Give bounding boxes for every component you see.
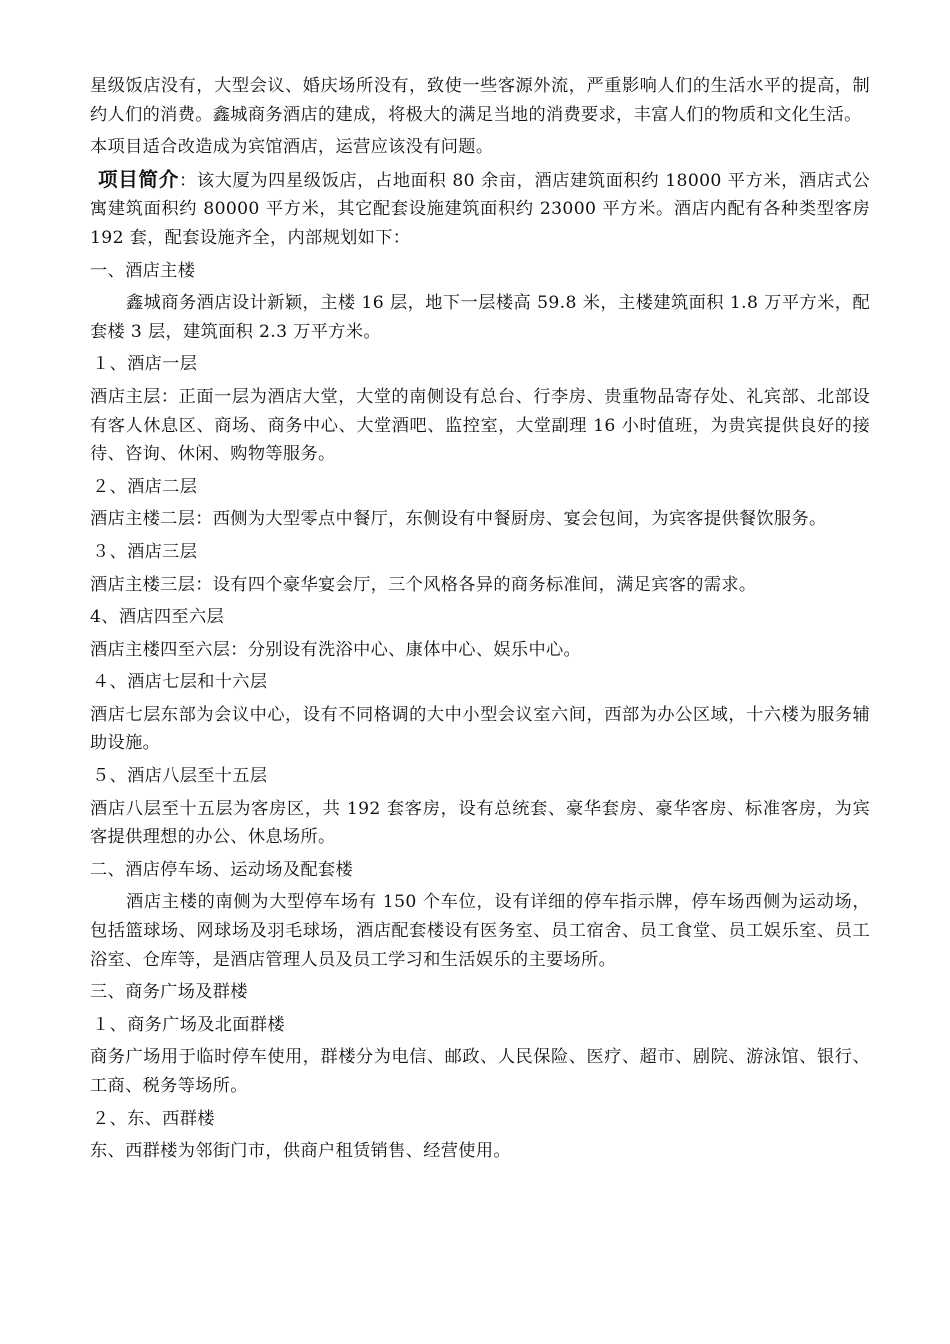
subheading-floor-1: １、酒店一层: [92, 354, 198, 375]
section-heading-main-building: 一、酒店主楼: [90, 260, 196, 281]
paragraph-north-buildings: 商务广场用于临时停车使用，群楼分为电信、邮政、人民保险、医疗、超市、剧院、游泳馆、银行、工商、税务等场所。: [90, 1047, 870, 1096]
paragraph-main-building: 鑫城商务酒店设计新颖，主楼 16 层，地下一层楼高 59.8 米，主楼建筑面积 1.8 万平方米，配套楼 3 层，建筑面积 2.3 万平方米。: [90, 293, 870, 342]
paragraph-floor-3: 酒店主楼三层：设有四个豪华宴会厅，三个风格各异的商务标准间，满足宾客的需求。: [90, 574, 757, 595]
paragraph-parking: 酒店主楼的南侧为大型停车场有 150 个车位，设有详细的停车指示牌，停车场西侧为运动场，包括篮球场、网球场及羽毛球场，酒店配套楼设有医务室、员工宿舍、员工食堂、员工娱乐室、员工浴室、仓库等，是酒店管理人员及员工学习和生活娱乐的主要场所。: [90, 892, 870, 970]
paragraph-suitability: 本项目适合改造成为宾馆酒店，运营应该没有问题。: [90, 137, 494, 158]
paragraph-supply-gap: 星级饭店没有，大型会议、婚庆场所没有，致使一些客源外流，严重影响人们的生活水平的提高，制约人们的消费。鑫城商务酒店的建成，将极大的满足当地的消费要求，丰富人们的物质和文化生活。: [90, 76, 870, 125]
subheading-floor-3: ３、酒店三层: [92, 541, 198, 562]
paragraph-floors-7-16: 酒店七层东部为会议中心，设有不同格调的大中小型会议室六间，西部为办公区域，十六楼为服务辅助设施。: [90, 704, 870, 754]
section-heading-parking: 二、酒店停车场、运动场及配套楼: [90, 859, 354, 880]
paragraph-floor-1: 酒店主层：正面一层为酒店大堂，大堂的南侧设有总台、行李房、贵重物品寄存处、礼宾部、北部设有客人休息区、商场、商务中心、大堂酒吧、监控室，大堂副理 16 小时值班，为贵宾提供良好的接待、咨询、休闲、购物等服务。: [90, 386, 870, 465]
subheading-north-buildings: １、商务广场及北面群楼: [92, 1014, 285, 1035]
project-intro-text: ：该大厦为四星级饭店，占地面积 80 余亩，酒店建筑面积约 18000 平方米，酒店式公寓建筑面积约 80000 平方米，其它配套设施建筑面积约 23000 平方米。酒店内配有各种类型客房 192 套，配套设施齐全，内部规划如下：: [90, 170, 870, 248]
document-body: [90, 72, 870, 1170]
subheading-floor-2: ２、酒店二层: [92, 476, 198, 497]
paragraph-east-west-buildings: 东、西群楼为邻街门市，供商户租赁销售、经营使用。: [90, 1141, 511, 1162]
paragraph-floor-2: 酒店主楼二层：西侧为大型零点中餐厅，东侧设有中餐厨房、宴会包间，为宾客提供餐饮服务。: [90, 509, 827, 530]
section-heading-business-plaza: 三、商务广场及群楼: [90, 982, 248, 1003]
project-intro-paragraph: [90, 166, 870, 253]
paragraph-floors-4-6: 酒店主楼四至六层：分别设有洗浴中心、康体中心、娱乐中心。: [90, 639, 582, 660]
subheading-floors-8-15: ５、酒店八层至十五层: [92, 766, 268, 787]
subheading-east-west-buildings: ２、东、西群楼: [92, 1108, 215, 1129]
subheading-floors-7-16: ４、酒店七层和十六层: [92, 672, 268, 693]
subheading-floors-4-6: 4、酒店四至六层: [90, 607, 225, 628]
project-intro-title: 项目简介: [98, 167, 180, 191]
paragraph-floors-8-15: 酒店八层至十五层为客房区，共 192 套客房，设有总统套、豪华套房、豪华客房、标准客房，为宾客提供理想的办公、休息场所。: [90, 798, 870, 848]
